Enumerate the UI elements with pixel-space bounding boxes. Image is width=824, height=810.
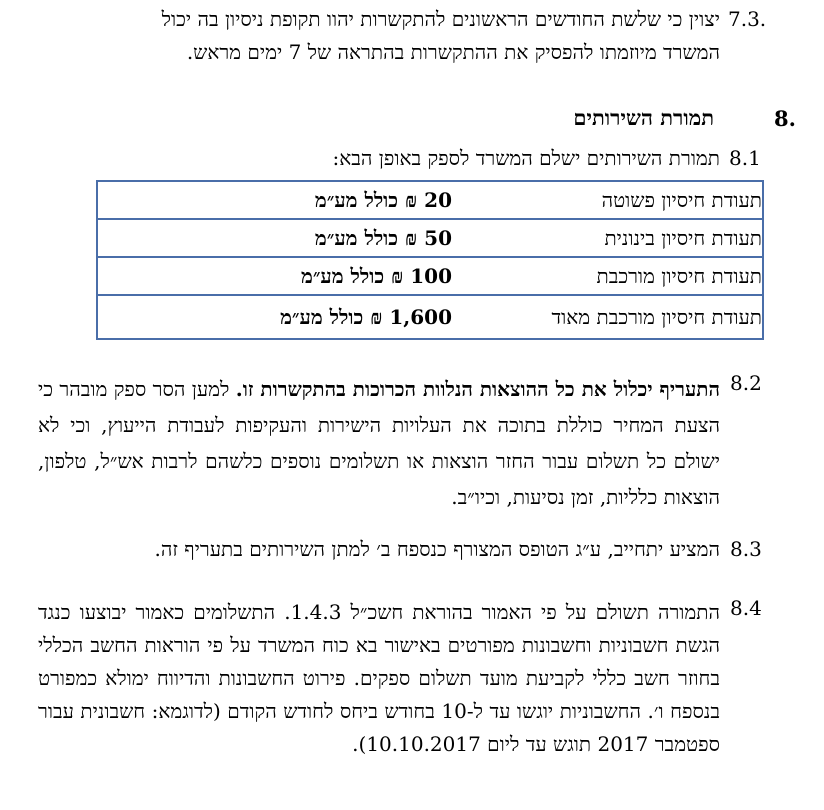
price-item-value: 50 ₪ כולל מע״מ [97,219,452,257]
section-8-4-number: 8.4 [730,596,762,620]
price-item-name: תעודת חיסיון מורכבת [452,257,763,295]
price-item-value: 1,600 ₪ כולל מע״מ [280,304,452,329]
section-8-1-text: תמורת השירותים ישלם המשרד לספק באופן הבא: [332,146,720,170]
section-7-3-line-2: המשרד מיוזמתו להפסיק את ההתקשרות בהתראה של 7 ימים מראש. [186,40,720,64]
section-8-heading: תמורת השירותים [573,105,714,130]
section-8-4-paragraph [38,596,720,761]
section-8-2-number: 8.2 [730,371,762,395]
section-8-2-body: למען הסר ספק מובהר כי הצעת המחיר כוללת בתוכה את העלויות הישירות והעקיפות לעבודת הייעוץ, וכי לא ישולם כל תשלום עבור החזר הוצאות או תשלומים נוספים כלשהם לרבות אש״ל, טלפון, הוצאות כלליות, זמן נסיעות, וכיו״ב. [38,377,720,509]
price-row [97,219,763,257]
price-row [97,257,763,295]
price-row [97,295,763,339]
price-item-name: תעודת חיסיון מורכבת מאוד [551,304,762,329]
price-item-name: תעודת חיסיון בינונית [452,219,763,257]
section-7-3-line-1: יצוין כי שלשת החודשים הראשונים להתקשרות יהוו תקופת ניסיון בה יכול [161,7,720,31]
price-row [97,181,763,219]
section-8-2-bold-lead: התעריף יכלול את כל ההוצאות הנלוות הכרוכות בהתקשרות זו. [235,377,721,401]
section-8-2-paragraph [38,371,720,515]
section-8-3-text: המציע יתחייב, ע״ג הטופס המצורף כנספח ב׳ למתן השירותים בתעריף זה. [154,537,720,561]
section-8-1-number: 8.1 [729,146,761,170]
section-8-4-body: התמורה תשולם על פי האמור בהוראת חשכ״ל 1.4.3. התשלומים כאמור יבוצעו כנגד הגשת חשבוניות וחשבונות מפורטים באישור בא כוח המשרד על פי הוראות החשב הכללי בחוזר חשב כללי לקביעת מועד תשלום ספקים. פירוט החשבונות והדיווח ימולא כמפורט בנספח ו׳. החשבוניות יוגשו עד ל-10 בחודש ביחס לחודש הקודם (לדוגמא: חשבונית עבור ספטמבר 2017 תוגש עד ליום 10.10.2017). [38,600,721,756]
price-item-value: 20 ₪ כולל מע״מ [97,181,452,219]
section-8-number: 8. [774,106,796,131]
section-8-3-number: 8.3 [730,537,762,561]
price-item-name: תעודת חיסיון פשוטה [452,181,763,219]
price-item-value: 100 ₪ כולל מע״מ [97,257,452,295]
price-table [96,180,764,340]
section-7-3-number: 7.3. [728,7,767,31]
